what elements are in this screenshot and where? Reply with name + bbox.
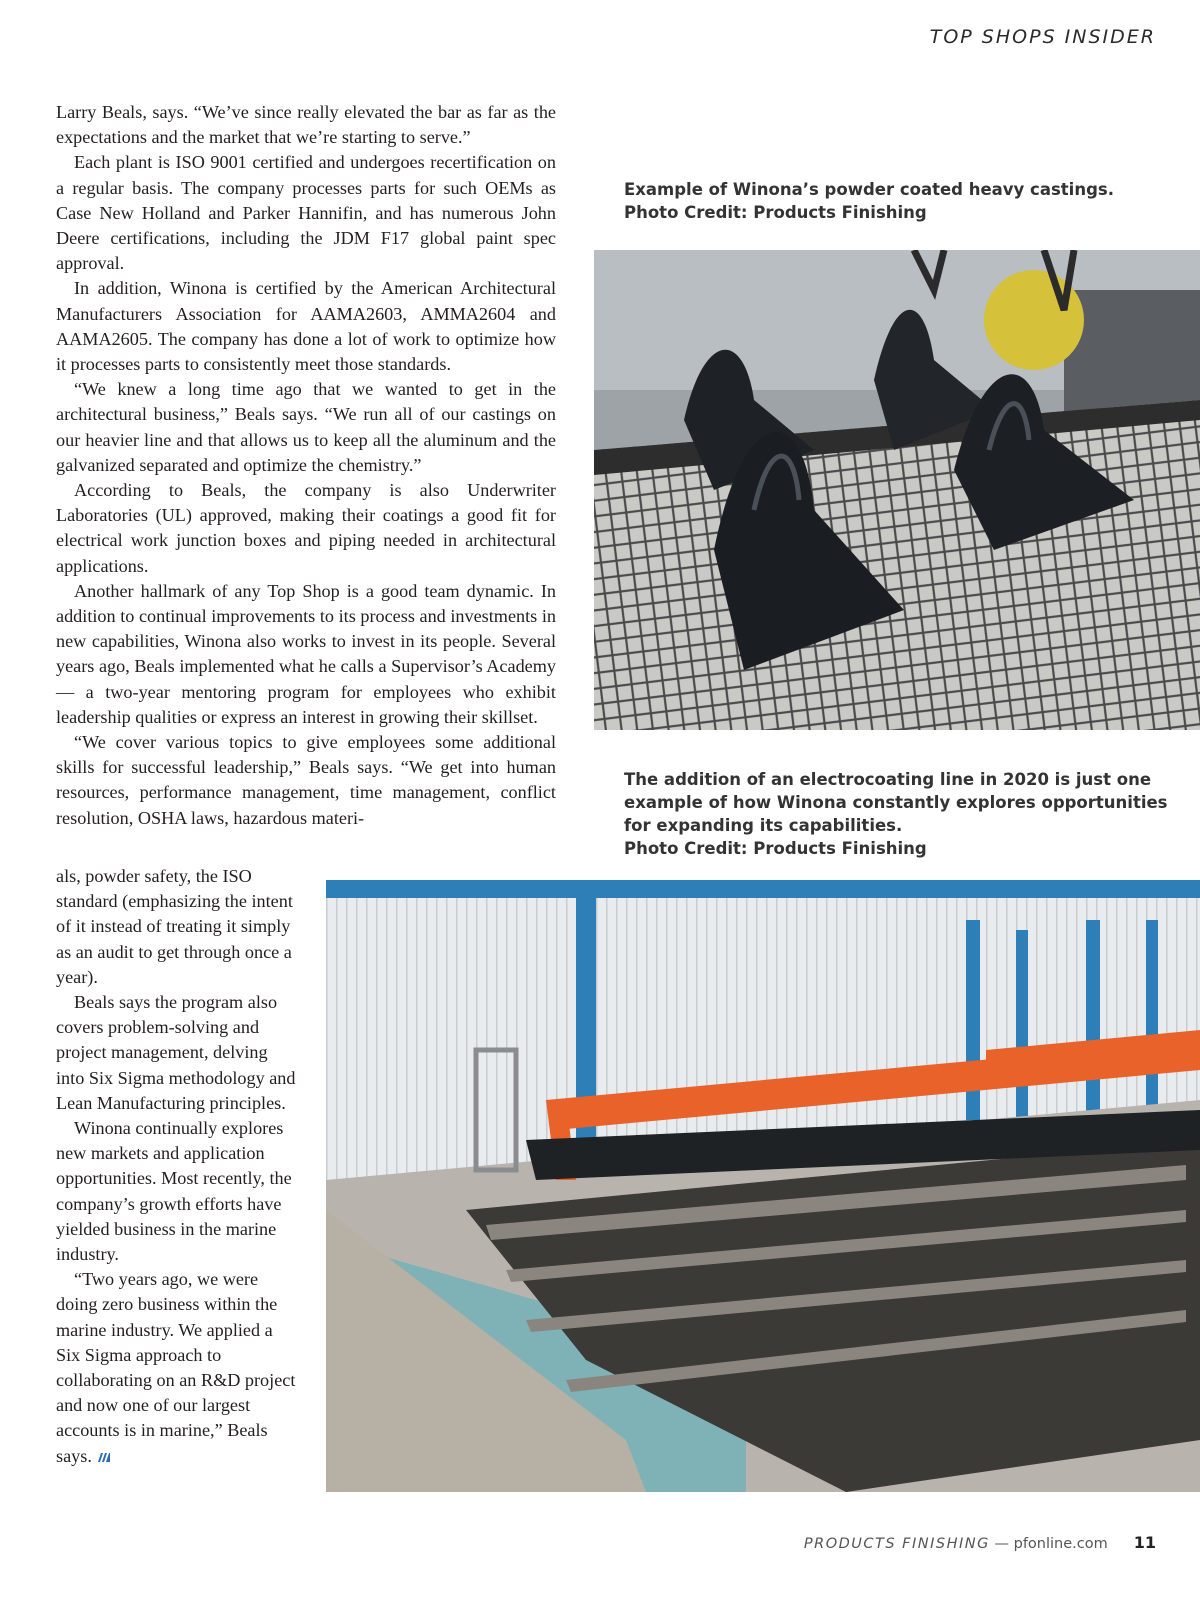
paragraph: Another hallmark of any Top Shop is a good team dynamic. In addition to continual improvements to its process and investments in new capabilities, Winona also works to invest in its people. Several years ago, Beals implemented what he calls a Supervisor’s Academy — a two-year mentoring program for employees who exhibit leadership qualities or express an interest in growing their skillset. bbox=[56, 580, 556, 727]
paragraph: Each plant is ISO 9001 certified and undergoes recertification on a regular basis. The company processes parts for such OEMs as Case New Holland and Parker Hannifin, and has numerous John Deere certifications, including the JDM F17 global paint spec approval. bbox=[56, 152, 556, 274]
photo-caption-castings bbox=[624, 178, 1114, 224]
caption-credit: Photo Credit: Products Finishing bbox=[624, 203, 927, 222]
website-link[interactable]: pfonline.com bbox=[1013, 1536, 1108, 1552]
footer-separator: — bbox=[989, 1536, 1014, 1552]
caption-line: The addition of an electrocoating line in 2020 is just one bbox=[624, 770, 1152, 789]
photo-caption-electrocoating bbox=[624, 768, 1168, 860]
paragraph: Beals says the program also covers problem-solving and project management, delving into Six Sigma methodology and Lean Manufacturing principles. bbox=[56, 992, 296, 1113]
photo-powder-coated-castings bbox=[594, 250, 1200, 730]
caption-line: example of how Winona constantly explores opportunities bbox=[624, 793, 1168, 812]
caption-credit: Photo Credit: Products Finishing bbox=[624, 839, 927, 858]
end-of-article-icon bbox=[96, 1453, 110, 1462]
page-footer bbox=[804, 1533, 1156, 1552]
publication-name: PRODUCTS FINISHING bbox=[803, 1536, 990, 1552]
paragraph: In addition, Winona is certified by the American Architectural Manufacturers Association for AAMA2603, AMMA2604 and AAMA2605. The company has done a lot of work to optimize how it processes parts to consistently meet those standards. bbox=[56, 278, 556, 375]
paragraph: Larry Beals, says. “We’ve since really elevated the bar as far as the expectations and the market that we’re starting to serve.” bbox=[56, 102, 556, 148]
photo-electrocoating-line bbox=[326, 880, 1200, 1492]
caption-line: Example of Winona’s powder coated heavy castings. bbox=[624, 180, 1114, 199]
section-header: TOP SHOPS INSIDER bbox=[929, 26, 1156, 48]
paragraph: According to Beals, the company is also Underwriter Laboratories (UL) approved, making their coatings a good fit for electrical work junction boxes and piping needed in architectural applications. bbox=[56, 480, 556, 576]
paragraph-text: “Two years ago, we were doing zero business within the marine industry. We applied a Six Sigma approach to collaborating on an R&D project and now one of our largest accounts is in marine,” Beals says. bbox=[56, 1269, 296, 1466]
paragraph: als, powder safety, the ISO standard (emphasizing the intent of it instead of treating it simply as an audit to get through once a year). bbox=[56, 866, 293, 987]
paragraph: “We knew a long time ago that we wanted to get in the architectural business,” Beals says. “We run all of our castings on our heavier line and that allows us to keep all the aluminum and the galvanized separated and optimize the chemistry.” bbox=[56, 379, 556, 475]
paragraph: “We cover various topics to give employees some additional skills for successful leadership,” Beals says. “We get into human resources, performance management, time management, conflict resolution, OSHA laws, hazardous materi- bbox=[56, 732, 556, 828]
article-column-narrow bbox=[56, 864, 296, 1469]
article-column-wide bbox=[56, 100, 556, 831]
caption-line: for expanding its capabilities. bbox=[624, 816, 903, 835]
page-number: 11 bbox=[1133, 1533, 1156, 1552]
paragraph: Winona continually explores new markets and application opportunities. Most recently, the company’s growth efforts have yielded business in the marine industry. bbox=[56, 1118, 292, 1265]
paragraph-final bbox=[56, 1267, 296, 1469]
